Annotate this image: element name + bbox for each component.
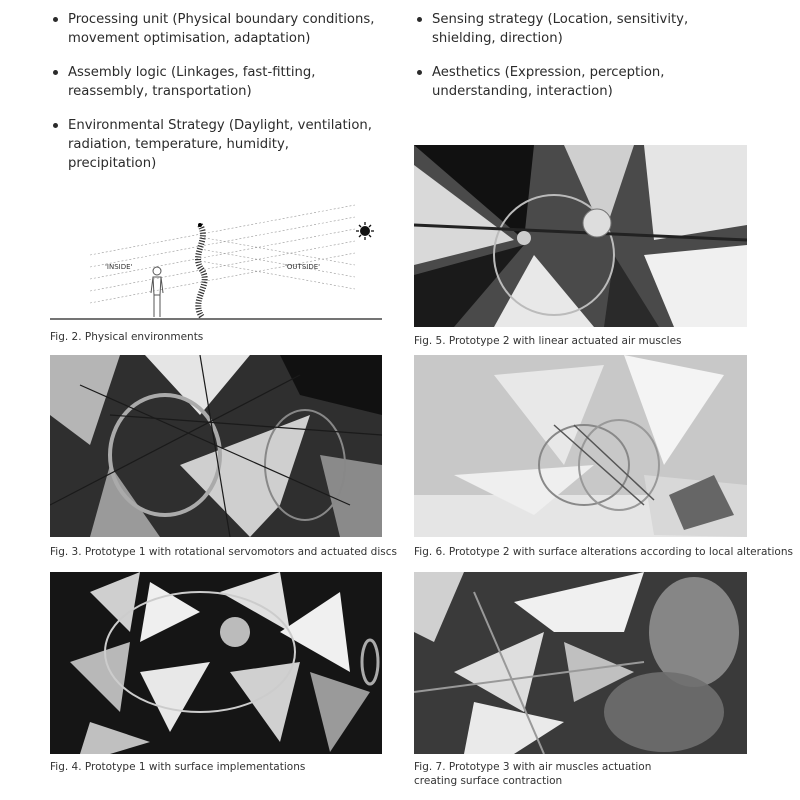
photo-prototype-2-air-muscles bbox=[414, 145, 747, 327]
bullet-text: Sensing strategy (Location, sensitivity, shielding, direction) bbox=[432, 12, 689, 46]
caption-fig6: Fig. 6. Prototype 2 with surface alterations according to local alterations bbox=[414, 546, 793, 558]
bullet-dot-icon bbox=[417, 17, 422, 22]
inside-label: 'INSIDE' bbox=[105, 263, 133, 271]
human-figure-icon bbox=[151, 267, 163, 317]
photo-prototype-1-surface-implementations bbox=[50, 572, 382, 754]
bullet-item bbox=[48, 63, 378, 101]
sun-icon bbox=[356, 222, 374, 240]
photo-prototype-1-servomotors bbox=[50, 355, 382, 537]
outside-label: 'OUTSIDE' bbox=[285, 263, 321, 271]
caption-fig3: Fig. 3. Prototype 1 with rotational servomotors and actuated discs bbox=[50, 546, 397, 558]
caption-fig7-line1: Fig. 7. Prototype 3 with air muscles actuation bbox=[414, 761, 652, 773]
bullet-dot-icon bbox=[53, 17, 58, 22]
bullet-text: Assembly logic (Linkages, fast-fitting, reassembly, transportation) bbox=[68, 65, 316, 99]
photo-prototype-3-air-muscles bbox=[414, 572, 747, 754]
bullet-item bbox=[412, 63, 752, 101]
figure-physical-environments-diagram bbox=[50, 195, 382, 321]
bullet-dot-icon bbox=[417, 70, 422, 75]
caption-fig2: Fig. 2. Physical environments bbox=[50, 331, 204, 343]
bullet-item bbox=[412, 10, 752, 48]
photo-prototype-2-surface-alterations bbox=[414, 355, 747, 537]
caption-fig7 bbox=[414, 760, 651, 788]
bullet-item bbox=[48, 116, 378, 173]
caption-fig7-line2: creating surface contraction bbox=[414, 775, 563, 787]
bullet-list-left bbox=[48, 10, 378, 188]
bullet-list-right bbox=[412, 10, 752, 116]
bullet-dot-icon bbox=[53, 123, 58, 128]
caption-fig5: Fig. 5. Prototype 2 with linear actuated air muscles bbox=[414, 335, 682, 347]
bullet-text: Aesthetics (Expression, perception, understanding, interaction) bbox=[432, 65, 665, 99]
bullet-text: Environmental Strategy (Daylight, ventilation, radiation, temperature, humidity, precipitation) bbox=[68, 118, 372, 171]
bullet-dot-icon bbox=[53, 70, 58, 75]
caption-fig4: Fig. 4. Prototype 1 with surface implementations bbox=[50, 761, 306, 773]
bullet-text: Processing unit (Physical boundary conditions, movement optimisation, adaptation) bbox=[68, 12, 375, 46]
bullet-item bbox=[48, 10, 378, 48]
